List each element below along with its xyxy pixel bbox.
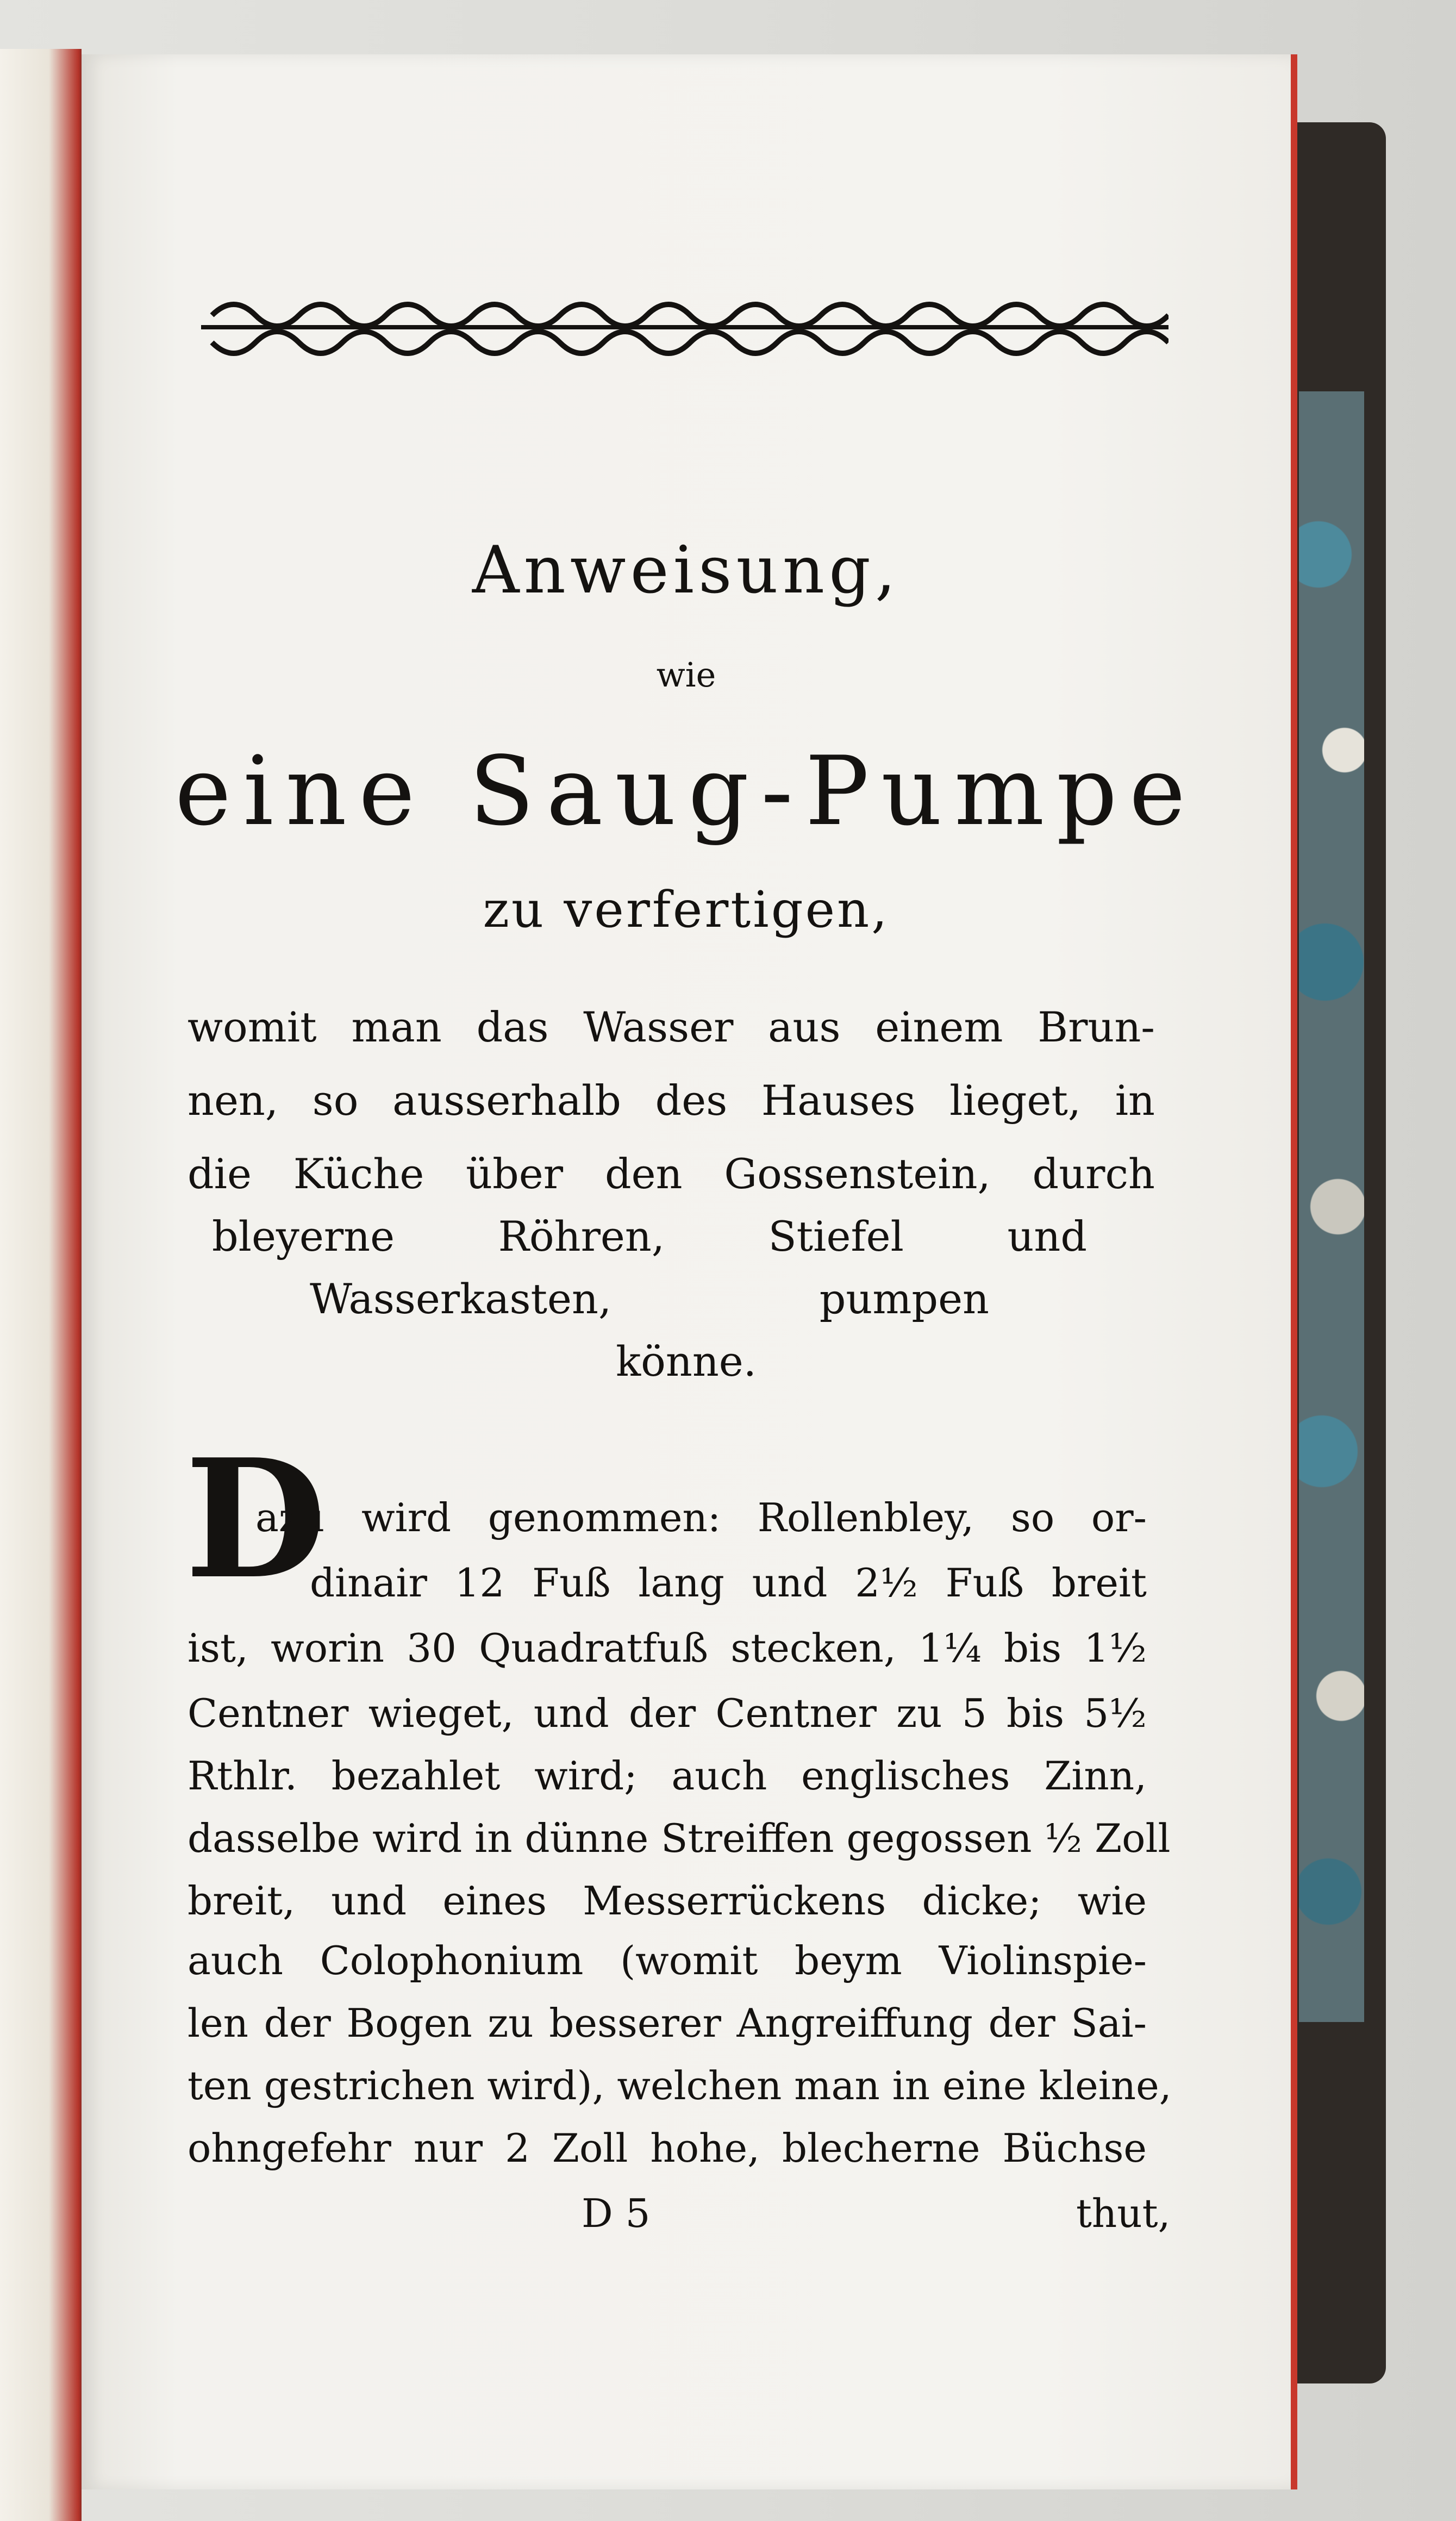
body-line-8: auch Colophonium (womit beym Violinspie- (188, 1938, 1147, 1983)
title-wie: wie (656, 655, 716, 695)
body-line-5: Rthlr. bezahlet wird; auch englisches Zinn, (188, 1753, 1147, 1799)
subtitle-line-3: die Küche über den Gossenstein, durch (188, 1150, 1155, 1198)
title-anweisung: Anweisung, (472, 533, 901, 608)
body-line-6: dasselbe wird in dünne Streiffen gegossen ½ Zoll (188, 1815, 1171, 1861)
body-line-4: Centner wieget, und der Centner zu 5 bis 5½ (188, 1690, 1147, 1736)
title-saug-pumpe: eine Saug-Pumpe (174, 737, 1198, 847)
marbled-endpaper (1299, 391, 1364, 2022)
signature-mark: D 5 (582, 2191, 651, 2236)
body-line-7: breit, und eines Messerrückens dicke; wie (188, 1878, 1147, 1924)
printers-ornament (201, 294, 1168, 364)
subtitle-line-5: Wasserkasten, pumpen (310, 1275, 989, 1323)
facing-page-edge (0, 49, 82, 2521)
body-line-10: ten gestrichen wird), welchen man in eine kleine, (188, 2063, 1172, 2108)
subtitle-line-6: könne. (616, 1337, 757, 1386)
subtitle-line-1: womit man das Wasser aus einem Brun- (188, 1003, 1155, 1051)
body-line-9: len der Bogen zu besserer Angreiffung der Sai- (188, 2000, 1147, 2046)
body-line-11: ohngefehr nur 2 Zoll hohe, blecherne Büchse (188, 2125, 1147, 2171)
subtitle-line-4: bleyerne Röhren, Stiefel und (212, 1212, 1087, 1260)
subtitle-line-2: nen, so ausserhalb des Hauses lieget, in (188, 1076, 1155, 1125)
body-line-3: ist, worin 30 Quadratfuß stecken, 1¼ bis 1½ (188, 1625, 1147, 1671)
book-page (82, 54, 1297, 2489)
catchword: thut, (1076, 2191, 1171, 2236)
body-line-2: dinair 12 Fuß lang und 2½ Fuß breit (310, 1560, 1147, 1606)
drop-cap: D (185, 1423, 327, 1615)
title-verfertigen: zu verfertigen, (483, 881, 890, 939)
body-line-1: azu wird genommen: Rollenbley, so or- (255, 1495, 1147, 1540)
